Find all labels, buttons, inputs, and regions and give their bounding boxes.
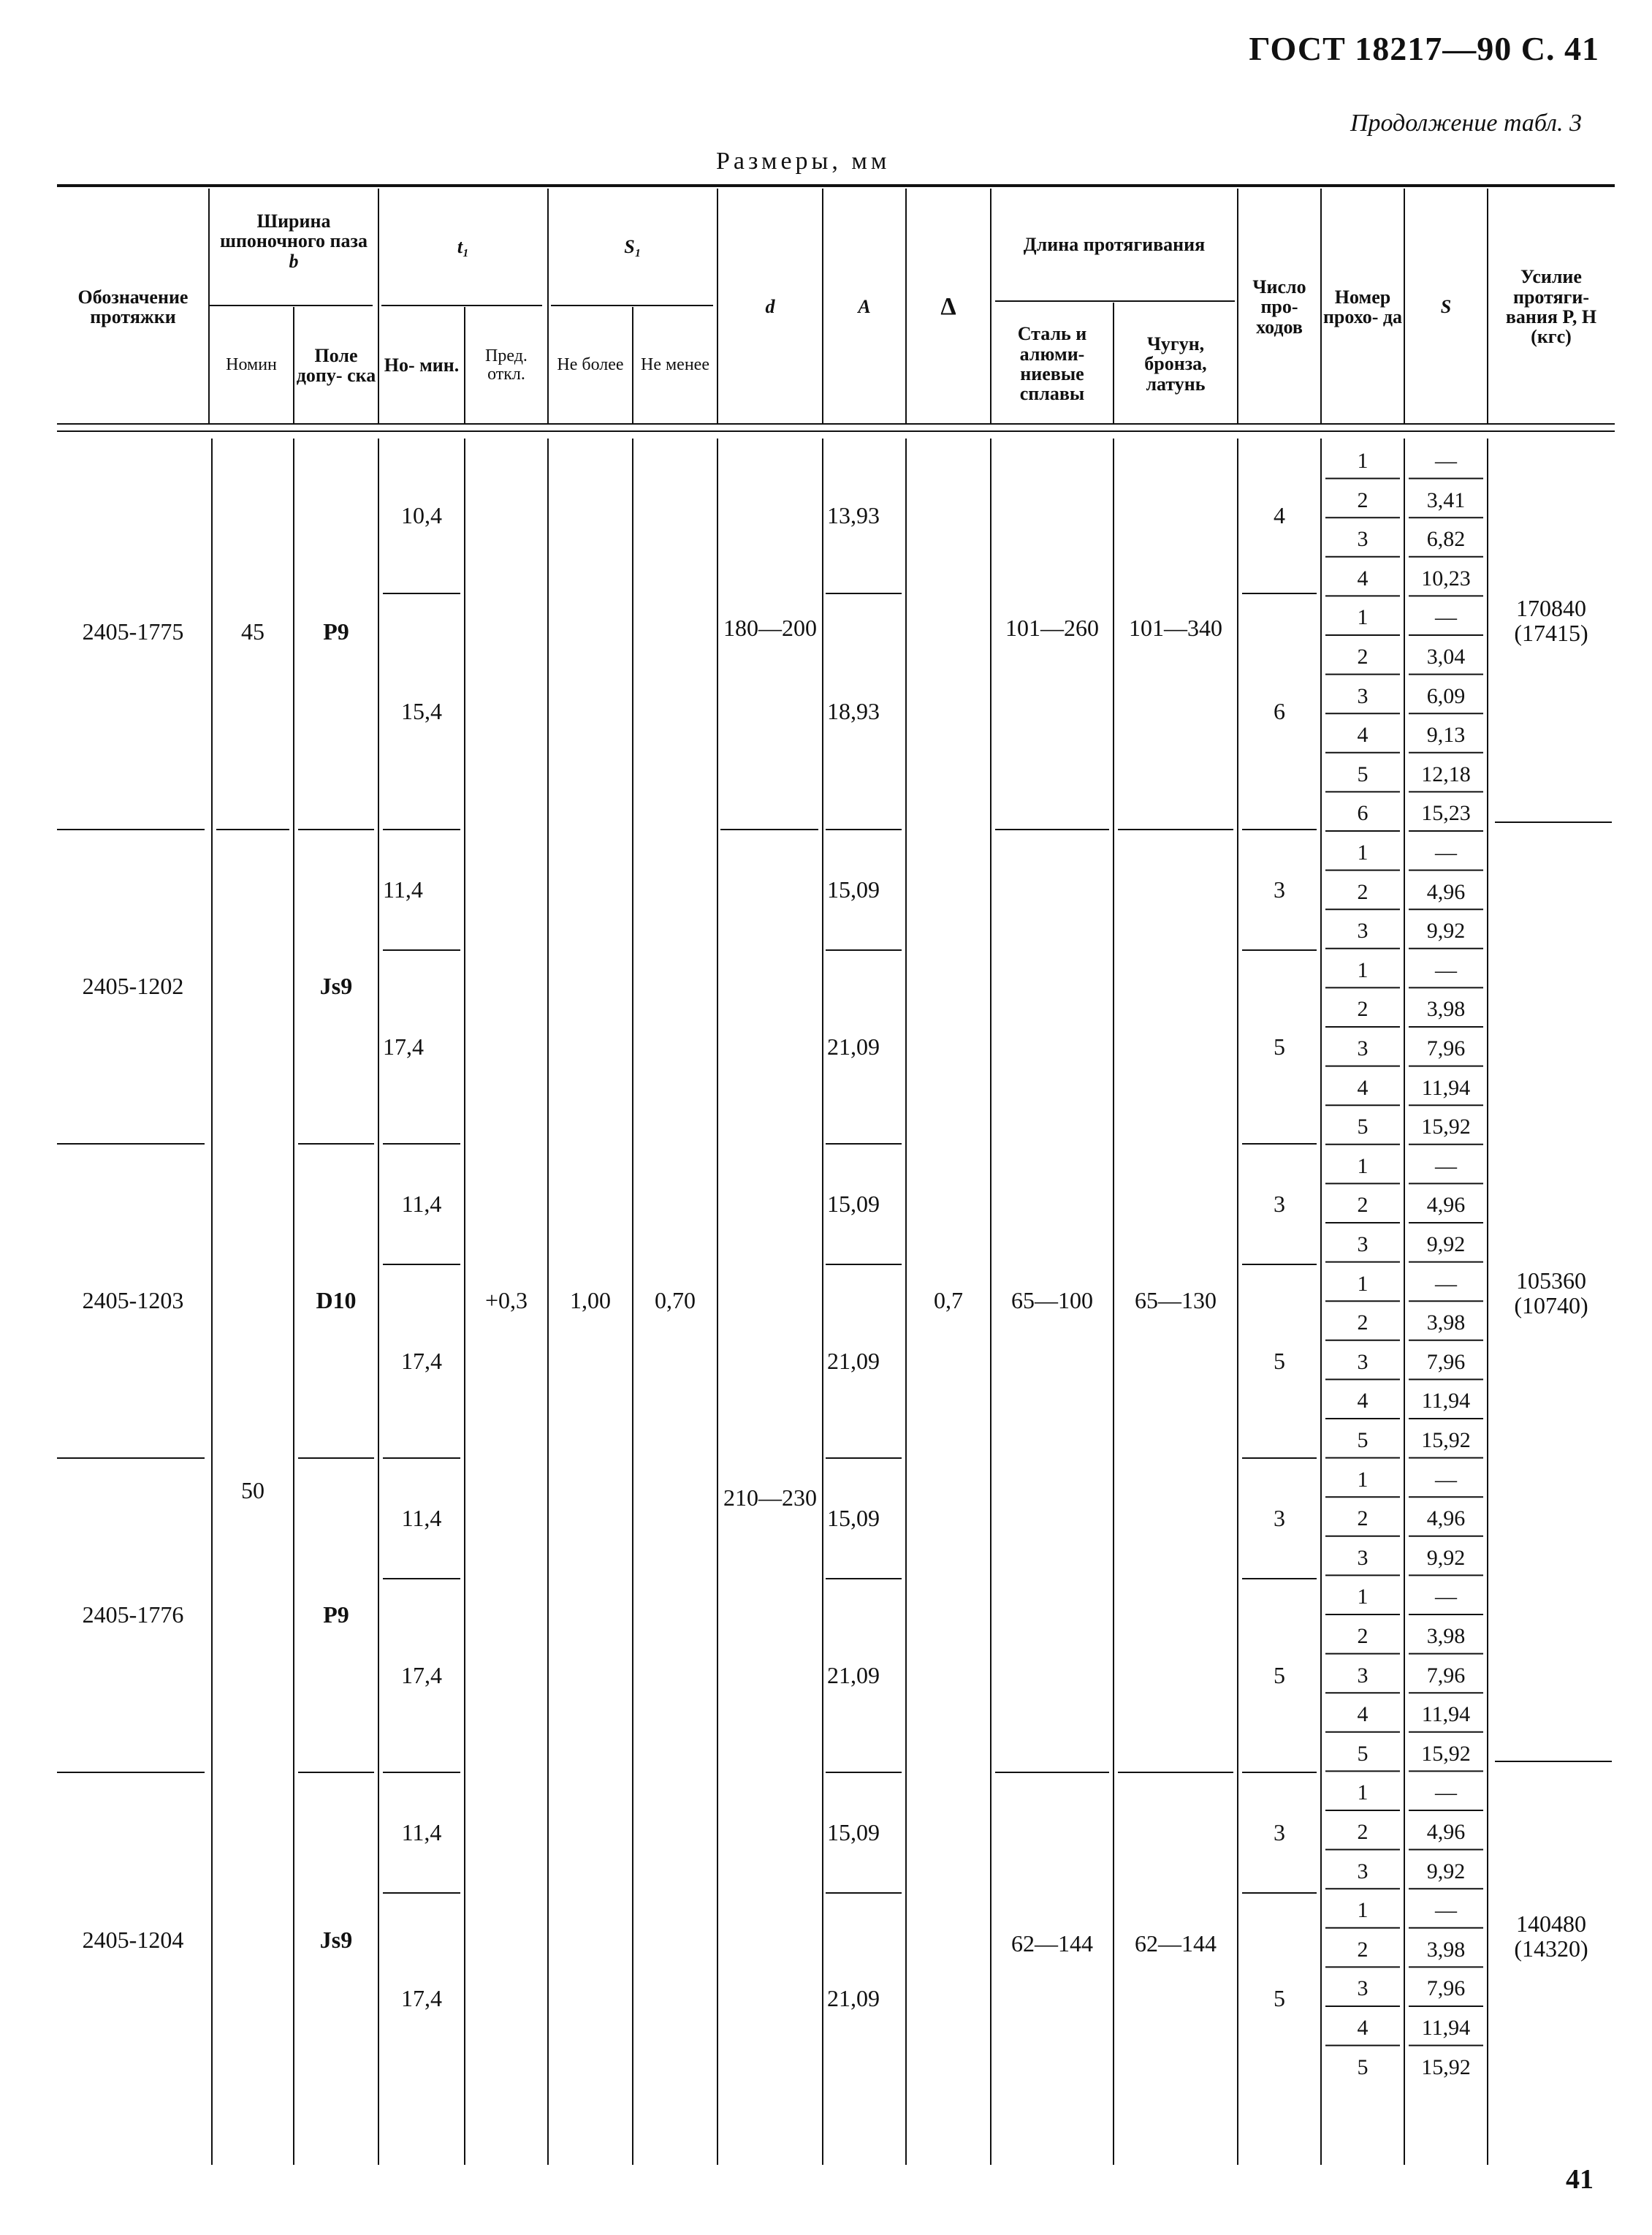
- pass-number: 4: [1357, 566, 1369, 591]
- iron-length-1: 101—340: [1129, 615, 1222, 642]
- s1-max-value: 1,00: [570, 1287, 611, 1314]
- pass-number: 3: [1357, 1976, 1369, 2001]
- col-keyway-width-label: Ширина шпоночного паза: [220, 210, 368, 252]
- a-value: 15,09: [827, 1190, 880, 1217]
- passes-count: 3: [1274, 876, 1285, 903]
- tolerance-5: Js9: [319, 1927, 353, 1954]
- pass-number: 2: [1357, 1310, 1369, 1335]
- t1-value: 11,4: [383, 876, 423, 903]
- t1-deviation: +0,3: [484, 1287, 528, 1314]
- pass-number: 1: [1357, 957, 1369, 982]
- col-keyway-width: [209, 194, 378, 289]
- pass-number: 3: [1357, 1859, 1369, 1883]
- designation-1204: 2405-1204: [82, 1927, 184, 1954]
- page-number: 41: [1566, 2164, 1594, 2195]
- t1-value: 17,4: [383, 1033, 424, 1060]
- pass-s-value: 3,98: [1426, 1310, 1466, 1335]
- pass-s-value: —: [1435, 1780, 1457, 1805]
- t1-value: 11,4: [401, 1818, 442, 1845]
- pass-s-value: 3,98: [1426, 1937, 1466, 1962]
- force-2: 105360 (10740): [1514, 1267, 1588, 1318]
- pass-s-value: —: [1435, 1153, 1457, 1178]
- pass-number: 3: [1357, 1036, 1369, 1061]
- pass-s-value: 11,94: [1421, 1075, 1471, 1100]
- pass-s-value: —: [1435, 1467, 1457, 1492]
- col-length: Длина протягивания: [1023, 234, 1206, 256]
- pass-s-value: 3,98: [1426, 997, 1466, 1022]
- passes-count: 4: [1274, 502, 1285, 529]
- pass-number: 2: [1357, 879, 1369, 904]
- pass-number: 3: [1357, 527, 1369, 552]
- iron-length-2: 65—130: [1135, 1287, 1217, 1314]
- designation-1775: 2405-1775: [82, 618, 184, 645]
- force-3: 140480 (14320): [1514, 1910, 1588, 1962]
- pass-number: 1: [1357, 1780, 1369, 1805]
- a-value: 15,09: [827, 876, 880, 903]
- pass-number: 3: [1357, 683, 1369, 708]
- table-continuation-note: Продолжение табл. 3: [1350, 110, 1582, 137]
- t1-value: 17,4: [401, 1347, 442, 1374]
- t1-value: 11,4: [401, 1504, 442, 1531]
- pass-number: 4: [1357, 2016, 1369, 2041]
- pass-number: 5: [1357, 1741, 1369, 1766]
- pass-number: 4: [1357, 1702, 1369, 1727]
- pass-s-value: 7,96: [1426, 1976, 1466, 2001]
- designation-1203: 2405-1203: [82, 1287, 184, 1314]
- pass-s-value: 9,92: [1426, 1859, 1466, 1883]
- col-t1-dev: Пред. откл.: [485, 346, 528, 384]
- col-b-symbol: b: [289, 250, 299, 272]
- pass-s-value: 10,23: [1421, 566, 1471, 591]
- pass-s-value: 6,09: [1426, 683, 1466, 708]
- pass-s-value: 3,04: [1426, 645, 1466, 669]
- pass-number: 5: [1357, 2054, 1369, 2079]
- pass-s-value: 9,92: [1426, 1232, 1466, 1257]
- col-passes: Число про- ходов: [1252, 276, 1306, 338]
- passes-count: 5: [1274, 1985, 1285, 2012]
- col-designation: Обозначение протяжки: [77, 286, 189, 327]
- pass-s-value: 11,94: [1421, 2016, 1471, 2041]
- pass-number: 1: [1357, 1585, 1369, 1609]
- a-value: 21,09: [827, 1033, 880, 1060]
- passes-count: 6: [1274, 697, 1285, 724]
- passes-count: 5: [1274, 1661, 1285, 1688]
- col-s1: S₁: [624, 235, 642, 257]
- b-nom-50: 50: [241, 1477, 264, 1504]
- pass-number: 1: [1357, 1153, 1369, 1178]
- col-s1-max: Не более: [557, 355, 624, 375]
- pass-s-value: 15,92: [1421, 1115, 1471, 1139]
- pass-s-value: 15,23: [1421, 801, 1471, 826]
- units-caption: Размеры, мм: [716, 148, 891, 175]
- pass-s-value: 4,96: [1426, 1820, 1466, 1845]
- pass-number: 3: [1357, 1663, 1369, 1688]
- pass-number: 2: [1357, 645, 1369, 669]
- pass-s-value: 9,92: [1426, 919, 1466, 944]
- col-iron: Чугун, бронза, латунь: [1144, 333, 1207, 395]
- col-s1-min: Не менее: [641, 355, 709, 375]
- col-nom: Номин: [226, 355, 277, 375]
- pass-number: 1: [1357, 449, 1369, 474]
- pass-s-value: 3,98: [1426, 1624, 1466, 1649]
- pass-s-value: 9,92: [1426, 1545, 1466, 1570]
- pass-s-value: —: [1435, 841, 1457, 865]
- a-value: 15,09: [827, 1818, 880, 1845]
- pass-number: 2: [1357, 1506, 1369, 1531]
- pass-s-value: —: [1435, 605, 1457, 630]
- steel-length-1: 101—260: [1005, 615, 1099, 642]
- pass-s-value: 4,96: [1426, 1193, 1466, 1218]
- pass-s-value: 11,94: [1421, 1389, 1471, 1414]
- pass-number: 5: [1357, 1428, 1369, 1453]
- col-pass-no: Номер прохо- да: [1322, 286, 1403, 327]
- t1-value: 17,4: [401, 1985, 442, 2012]
- pass-number: 3: [1357, 919, 1369, 944]
- pass-s-value: 4,96: [1426, 1506, 1466, 1531]
- pass-number: 2: [1357, 487, 1369, 512]
- pass-s-value: 3,41: [1426, 487, 1466, 512]
- tolerance-3: D10: [316, 1287, 357, 1314]
- pass-s-value: —: [1435, 1898, 1457, 1923]
- a-value: 21,09: [827, 1985, 880, 2012]
- passes-count: 5: [1274, 1347, 1285, 1374]
- force-1: 170840 (17415): [1514, 595, 1588, 646]
- col-delta: Δ: [940, 293, 956, 321]
- col-a: A: [858, 296, 871, 318]
- t1-value: 11,4: [401, 1190, 442, 1217]
- pass-number: 3: [1357, 1232, 1369, 1257]
- pass-s-value: 12,18: [1421, 762, 1471, 786]
- pass-s-value: 7,96: [1426, 1663, 1466, 1688]
- passes-count: 5: [1274, 1033, 1285, 1060]
- steel-length-3: 62—144: [1011, 1930, 1093, 1957]
- passes-count: 3: [1274, 1190, 1285, 1217]
- a-value: 18,93: [827, 697, 880, 724]
- pass-s-value: 11,94: [1421, 1702, 1471, 1727]
- d-range-2: 210—230: [723, 1484, 817, 1511]
- pass-s-value: —: [1435, 1585, 1457, 1609]
- pass-s-value: —: [1435, 1271, 1457, 1296]
- pass-number: 1: [1357, 1271, 1369, 1296]
- pass-s-value: —: [1435, 957, 1457, 982]
- pass-number: 2: [1357, 1937, 1369, 1962]
- pass-number: 5: [1357, 1115, 1369, 1139]
- pass-s-value: 15,92: [1421, 1741, 1471, 1766]
- pass-number: 3: [1357, 1349, 1369, 1374]
- pass-s-value: 15,92: [1421, 1428, 1471, 1453]
- t1-value: 15,4: [401, 697, 442, 724]
- pass-number: 1: [1357, 841, 1369, 865]
- a-value: 21,09: [827, 1661, 880, 1688]
- a-value: 13,93: [827, 502, 880, 529]
- pass-number: 2: [1357, 1193, 1369, 1218]
- col-d: d: [765, 296, 775, 318]
- pass-number: 4: [1357, 1075, 1369, 1100]
- pass-s-value: —: [1435, 449, 1457, 474]
- tolerance-2: Js9: [319, 973, 353, 1000]
- tolerance-1: P9: [323, 618, 349, 645]
- pass-s-value: 4,96: [1426, 879, 1466, 904]
- pass-number: 2: [1357, 997, 1369, 1022]
- pass-s-value: 7,96: [1426, 1349, 1466, 1374]
- pass-number: 4: [1357, 1389, 1369, 1414]
- pass-number: 1: [1357, 1898, 1369, 1923]
- iron-length-3: 62—144: [1135, 1930, 1217, 1957]
- col-force: Усилие протяги- вания P, Н (кгс): [1505, 266, 1597, 348]
- steel-length-2: 65—100: [1011, 1287, 1093, 1314]
- designation-1202: 2405-1202: [82, 973, 184, 1000]
- designation-1776: 2405-1776: [82, 1601, 184, 1628]
- t1-value: 17,4: [401, 1661, 442, 1688]
- tolerance-4: P9: [323, 1601, 349, 1628]
- pass-s-value: 9,13: [1426, 723, 1466, 748]
- pass-number: 1: [1357, 1467, 1369, 1492]
- pass-number: 2: [1357, 1624, 1369, 1649]
- pass-number: 5: [1357, 762, 1369, 786]
- col-s: S: [1440, 296, 1452, 318]
- a-value: 15,09: [827, 1504, 880, 1531]
- d-range-1: 180—200: [723, 615, 817, 642]
- t1-value: 10,4: [401, 502, 442, 529]
- pass-s-value: 15,92: [1421, 2054, 1471, 2079]
- col-t1: t₁: [457, 235, 470, 257]
- pass-number: 6: [1357, 801, 1369, 826]
- pass-s-value: 7,96: [1426, 1036, 1466, 1061]
- col-tolerance: Поле допу- ска: [296, 344, 376, 386]
- pass-number: 1: [1357, 605, 1369, 630]
- a-value: 21,09: [827, 1347, 880, 1374]
- delta-value: 0,7: [934, 1287, 963, 1314]
- col-t1-nom: Но- мин.: [384, 354, 460, 376]
- s1-min-value: 0,70: [655, 1287, 696, 1314]
- page-header: ГОСТ 18217—90 С. 41: [1249, 30, 1599, 67]
- pass-number: 4: [1357, 723, 1369, 748]
- passes-count: 3: [1274, 1504, 1285, 1531]
- pass-number: 2: [1357, 1820, 1369, 1845]
- b-nom-45: 45: [241, 618, 264, 645]
- pass-s-value: 6,82: [1426, 527, 1466, 552]
- col-steel: Сталь и алюми- ниевые сплавы: [1017, 323, 1087, 405]
- pass-number: 3: [1357, 1545, 1369, 1570]
- passes-count: 3: [1274, 1818, 1285, 1845]
